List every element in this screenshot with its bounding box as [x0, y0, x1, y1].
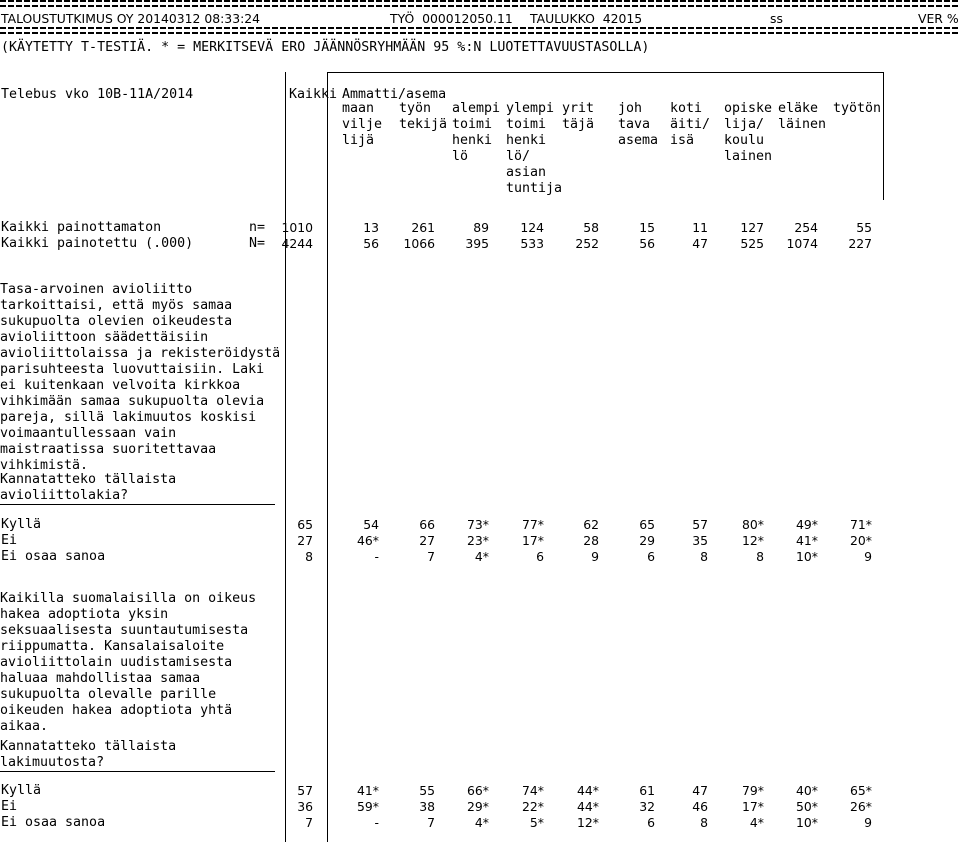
question-1-row-2-label: Ei: [1, 533, 18, 548]
question-2-row-3-label: Ei osaa sanoa: [1, 815, 106, 830]
question-1-row-3-cell: 9: [864, 549, 872, 564]
question-1-row-2-cell: 35: [692, 533, 708, 548]
question-2-row-1-cell: 61: [639, 783, 655, 798]
report-org-timestamp: TALOUSTUTKIMUS OY 20140312 08:33:24: [1, 11, 261, 26]
question-1-row-2-cell: 27: [419, 533, 435, 548]
question-2-row-2-label: Ei: [1, 799, 18, 814]
question-2-row-2-total: 36: [297, 799, 313, 814]
base-row-1-cell: 124: [520, 220, 544, 235]
question-2-row-2-cell: 22*: [522, 799, 544, 814]
question-1-row-2-cell: 12*: [742, 533, 764, 548]
question-1-row-1-cell: 73*: [467, 517, 489, 532]
column-header-9: eläke läinen: [778, 101, 827, 132]
question-2-prompt: Kannatatteko tällaista lakimuutosta?: [0, 739, 177, 770]
question-1-row-3-total: 8: [305, 549, 313, 564]
base-row-2-label: Kaikki painotettu (.000): [1, 236, 194, 251]
base-row-1-cell: 254: [794, 220, 818, 235]
base-row-2-cell: 1074: [786, 236, 818, 251]
base-row-1-cell: 55: [856, 220, 872, 235]
ver-label: VER %: [918, 11, 959, 26]
question-1-row-1-cell: 80*: [742, 517, 764, 532]
table-top-border: [327, 72, 884, 73]
base-row-2-cell: 533: [520, 236, 544, 251]
base-row-1-cell: 13: [363, 220, 379, 235]
question-1-row-3-label: Ei osaa sanoa: [1, 549, 106, 564]
question-1-row-1-cell: 66: [419, 517, 435, 532]
question-2-row-3-cell: 9: [864, 815, 872, 830]
question-1-row-2-cell: 23*: [467, 533, 489, 548]
question-2-text: Kaikilla suomalaisilla on oikeus hakea adoptiota yksin seksuaalisesta suuntautumisesta riippumatta. Kansalaisaloite avioliittolain uudistamisesta haluaa mahdollistaa samaa sukupuolta olevalle parille oikeuden hakea adoptiota yhtä aikaa.: [0, 591, 257, 734]
base-row-2-cell: 56: [363, 236, 379, 251]
base-row-2-cell: 525: [740, 236, 764, 251]
question-2-row-1-cell: 55: [419, 783, 435, 798]
column-group-label: Ammatti/asema: [342, 87, 447, 102]
base-row-1-label: Kaikki painottamaton: [1, 220, 162, 235]
separator-line-top: [0, 0, 960, 7]
base-row-2-cell: 395: [465, 236, 489, 251]
column-header-4: ylempi toimi henki lö/ asian tuntija: [506, 101, 563, 196]
base-row-1-cell: 89: [473, 220, 489, 235]
question-2-row-1-cell: 47: [692, 783, 708, 798]
column-header-6: joh tava asema: [618, 101, 659, 148]
question-2-row-3-cell: -: [374, 815, 379, 830]
question-2-row-2-cell: 59*: [357, 799, 379, 814]
question-1-row-3-cell: 6: [647, 549, 655, 564]
base-row-2-cell: 227: [848, 236, 872, 251]
question-1-row-3-cell: 10*: [796, 549, 818, 564]
question-2-row-1-cell: 79*: [742, 783, 764, 798]
question-2-row-2-cell: 17*: [742, 799, 764, 814]
base-row-2-cell: 1066: [403, 236, 435, 251]
question-2-row-1-cell: 65*: [850, 783, 872, 798]
base-row-1-cell: 58: [583, 220, 599, 235]
question-2-row-2-cell: 26*: [850, 799, 872, 814]
question-2-row-2-cell: 29*: [467, 799, 489, 814]
significance-note: (KÄYTETTY T-TESTIÄ. * = MERKITSEVÄ ERO JÄÄNNÖSRYHMÄÄN 95 %:N LUOTETTAVUUSTASOLLA): [1, 40, 650, 55]
base-row-2-cell: 252: [575, 236, 599, 251]
question-2-row-1-total: 57: [297, 783, 313, 798]
base-row-1-cell: 15: [639, 220, 655, 235]
base-row-1-code: n=: [249, 220, 266, 235]
question-1-row-1-total: 65: [297, 517, 313, 532]
survey-title: Telebus vko 10B-11A/2014: [1, 87, 194, 102]
question-1-row-2-cell: 41*: [796, 533, 818, 548]
question-2-row-3-cell: 12*: [577, 815, 599, 830]
question-2-row-1-cell: 66*: [467, 783, 489, 798]
question-2-row-1-label: Kyllä: [1, 783, 42, 798]
question-1-row-1-cell: 65: [639, 517, 655, 532]
question-2-row-2-cell: 50*: [796, 799, 818, 814]
question-2-prompt-underline: [0, 771, 275, 772]
question-2-row-2-cell: 32: [639, 799, 655, 814]
column-header-10: työtön: [833, 101, 882, 116]
question-2-row-1-cell: 74*: [522, 783, 544, 798]
base-row-2-code: N=: [249, 236, 266, 251]
question-2-row-3-cell: 5*: [529, 815, 544, 830]
question-1-row-2-cell: 29: [639, 533, 655, 548]
separator-line-header: [0, 27, 960, 34]
question-2-row-1-cell: 44*: [577, 783, 599, 798]
question-2-row-2-cell: 38: [419, 799, 435, 814]
question-1-row-2-cell: 20*: [850, 533, 872, 548]
column-header-8: opiske lija/ koulu lainen: [724, 101, 773, 164]
question-1-row-3-cell: 4*: [474, 549, 489, 564]
column-header-7: koti äiti/ isä: [670, 101, 711, 148]
question-1-text: Tasa-arvoinen avioliitto tarkoittaisi, että myös samaa sukupuolta olevien oikeudesta avioliittoon säädettäisiin avioliittolaissa ja rekisteröidystä parisuhteesta luovuttaisiin. Laki ei kuitenkaan velvoita kirkkoa vihkimään samaa sukupuolta olevia pareja, sillä lakimuutos koskisi voimaantullessaan vain maistraatissa suoritettavaa vihkimistä.: [0, 282, 281, 473]
question-2-row-1-cell: 40*: [796, 783, 818, 798]
question-1-row-2-total: 27: [297, 533, 313, 548]
question-1-row-3-cell: 9: [591, 549, 599, 564]
question-1-row-2-cell: 17*: [522, 533, 544, 548]
base-row-2-total: 4244: [281, 236, 313, 251]
question-1-row-1-cell: 71*: [850, 517, 872, 532]
question-1-row-1-cell: 54: [363, 517, 379, 532]
column-header-2: työn tekijä: [399, 101, 448, 132]
question-2-row-3-cell: 6: [647, 815, 655, 830]
base-row-2-cell: 56: [639, 236, 655, 251]
column-header-3: alempi toimi henki lö: [452, 101, 501, 164]
question-1-prompt-underline: [0, 504, 275, 505]
base-row-2-cell: 47: [692, 236, 708, 251]
question-1-row-2-cell: 28: [583, 533, 599, 548]
job-number: TYÖ 000012050.11: [390, 11, 513, 26]
question-1-row-1-label: Kyllä: [1, 517, 42, 532]
question-1-row-3-cell: 6: [536, 549, 544, 564]
question-1-row-3-cell: -: [374, 549, 379, 564]
question-2-row-3-cell: 10*: [796, 815, 818, 830]
question-1-row-2-cell: 46*: [357, 533, 379, 548]
column-header-1: maan vilje lijä: [342, 101, 383, 148]
ss-label: ss: [770, 11, 783, 26]
table-divider-total: [327, 72, 328, 842]
column-header-5: yrit täjä: [562, 101, 595, 132]
question-2-row-1-cell: 41*: [357, 783, 379, 798]
question-1-row-3-cell: 8: [756, 549, 764, 564]
base-row-1-cell: 11: [692, 220, 708, 235]
question-2-row-3-cell: 7: [427, 815, 435, 830]
question-1-row-1-cell: 57: [692, 517, 708, 532]
question-2-row-3-total: 7: [305, 815, 313, 830]
table-header-right-border: [883, 72, 884, 200]
question-2-row-3-cell: 4*: [474, 815, 489, 830]
question-1-row-3-cell: 7: [427, 549, 435, 564]
question-2-row-2-cell: 46: [692, 799, 708, 814]
question-1-prompt: Kannatatteko tällaista avioliittolakia?: [0, 472, 177, 503]
base-row-1-total: 1010: [281, 220, 313, 235]
base-row-1-cell: 127: [740, 220, 764, 235]
table-divider-left: [285, 72, 286, 842]
question-1-row-1-cell: 77*: [522, 517, 544, 532]
base-row-1-cell: 261: [411, 220, 435, 235]
question-1-row-1-cell: 49*: [796, 517, 818, 532]
question-1-row-1-cell: 62: [583, 517, 599, 532]
question-2-row-2-cell: 44*: [577, 799, 599, 814]
question-1-row-3-cell: 8: [700, 549, 708, 564]
column-total-label: Kaikki: [289, 87, 338, 102]
question-2-row-3-cell: 4*: [749, 815, 764, 830]
question-2-row-3-cell: 8: [700, 815, 708, 830]
table-number: TAULUKKO 42015: [530, 11, 643, 26]
